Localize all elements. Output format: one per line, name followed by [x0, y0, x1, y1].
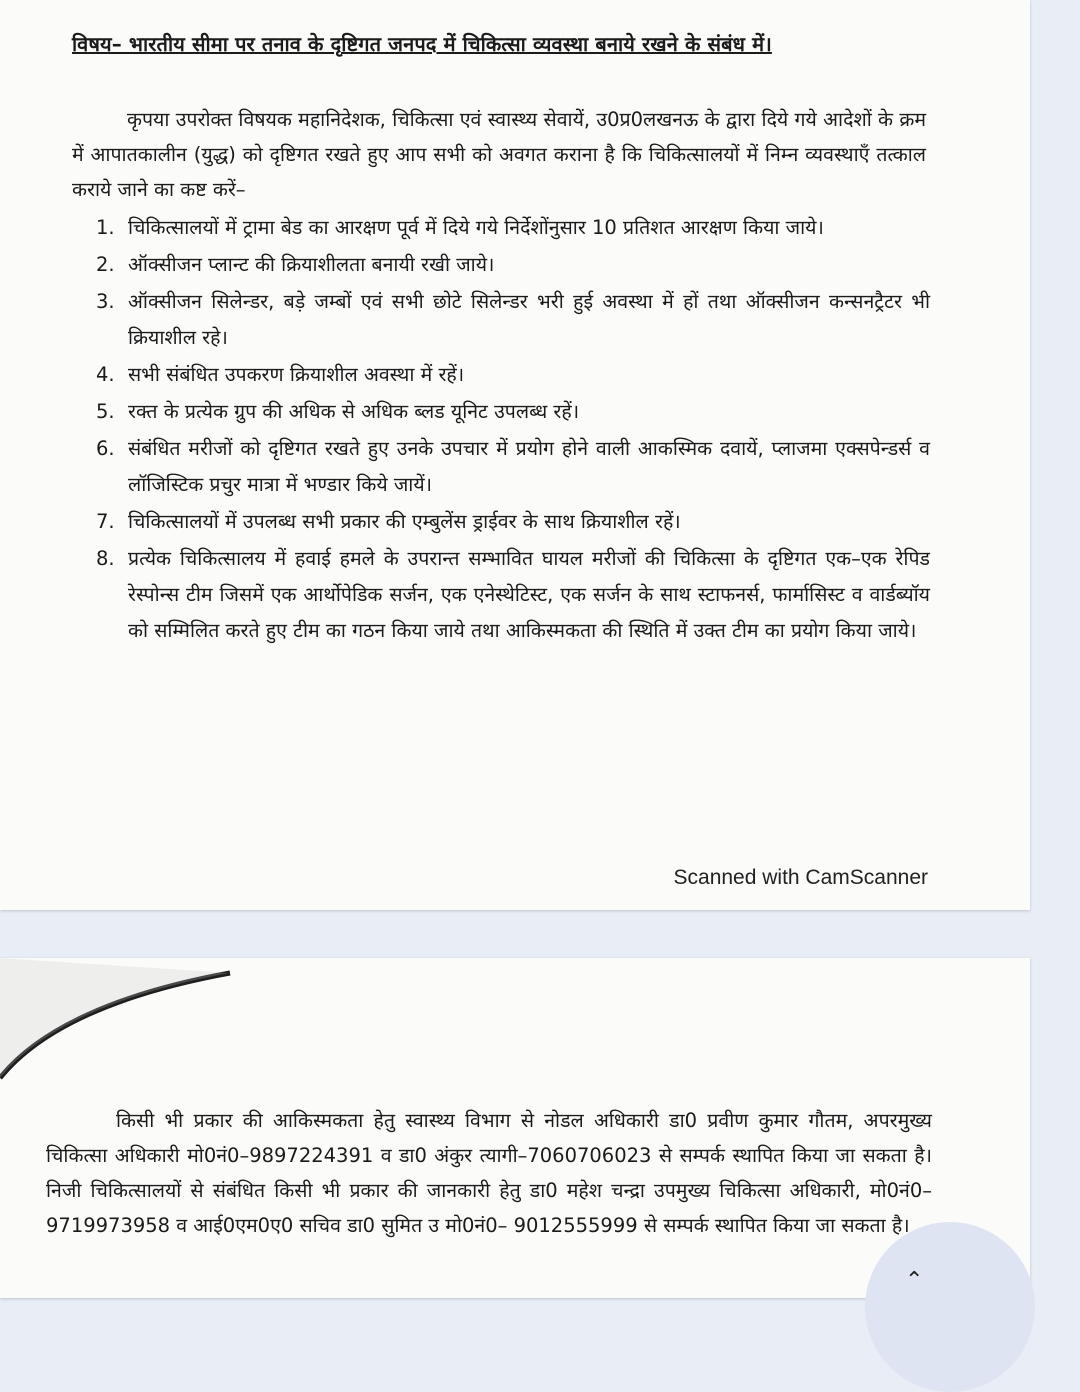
- list-item-text: संबंधित मरीजों को दृष्टिगत रखते हुए उनके उपचार में प्रयोग होने वाली आकस्मिक दवायें, प्लाजमा एक्सपेन्डर्स व लॉजिस्टिक प्रचुर मात्रा में भण्डार किये जायें।: [128, 437, 930, 496]
- list-item-number: 1.: [96, 216, 115, 239]
- intro-paragraph: कृपया उपरोक्त विषयक महानिदेशक, चिकित्सा एवं स्वास्थ्य सेवायें, उ0प्र0लखनऊ के द्वारा दिये गये आदेशों के क्रम में आपातकालीन (युद्ध) को दृष्टिगत रखते हुए आप सभी को अवगत कराना है कि चिकित्सालयों में निम्न व्यवस्थाएँ तत्काल कराये जाने का कष्ट करें–: [72, 108, 926, 201]
- chevron-up-icon[interactable]: ⌃: [905, 1268, 924, 1293]
- list-item: [96, 247, 930, 283]
- list-item-number: 8.: [96, 547, 115, 570]
- list-item-text: ऑक्सीजन सिलेन्डर, बड़े जम्बों एवं सभी छोटे सिलेन्डर भरी हुई अवस्था में हों तथा ऑक्सीजन कन्सनट्रैटर भी क्रियाशील रहे।: [128, 290, 930, 349]
- list-item-number: 4.: [96, 363, 115, 386]
- list-item-number: 7.: [96, 510, 115, 533]
- list-item: [96, 210, 930, 246]
- list-item-number: 3.: [96, 290, 115, 313]
- list-item-text: रक्त के प्रत्येक ग्रुप की अधिक से अधिक ब्लड यूनिट उपलब्ध रहें।: [128, 400, 580, 423]
- list-item-text: ऑक्सीजन प्लान्ट की क्रियाशीलता बनायी रखी जाये।: [128, 253, 495, 276]
- list-item-text: चिकित्सालयों में ट्रामा बेड का आरक्षण पूर्व में दिये गये निर्देशोंनुसार 10 प्रतिशत आरक्षण किया जाये।: [128, 216, 824, 239]
- list-item: [96, 431, 930, 503]
- paper-fold-shadow: [0, 958, 240, 1098]
- subject-line: विषय– भारतीय सीमा पर तनाव के दृष्टिगत जनपद में चिकित्सा व्यवस्था बनाये रखने के संबंध में।: [72, 32, 772, 56]
- list-item: [96, 504, 930, 540]
- document-page-2: [0, 958, 1030, 1298]
- list-item: [96, 357, 930, 393]
- contact-paragraph: किसी भी प्रकार की आकिस्मकता हेतु स्वास्थ्य विभाग से नोडल अधिकारी डा0 प्रवीण कुमार गौतम, अपरमुख्य चिकित्सा अधिकारी मो0नं0–9897224391 व डा0 अंकुर त्यागी–7060706023 से सम्पर्क स्थापित किया जा सकता है। निजी चिकित्सालयों से संबंधित किसी भी प्रकार की जानकारी हेतु डा0 महेश चन्द्रा उपमुख्य चिकित्सा अधिकारी, मो0नं0–9719973958 व आई0एम0ए0 सचिव डा0 सुमित उ मो0नं0– 9012555999 से सम्पर्क स्थापित किया जा सकता है।: [46, 1109, 932, 1237]
- list-item-number: 5.: [96, 400, 115, 423]
- list-item-number: 2.: [96, 253, 115, 276]
- scroll-up-button[interactable]: [865, 1222, 1035, 1392]
- camscanner-watermark: Scanned with CamScanner: [673, 866, 928, 889]
- list-item: [96, 284, 930, 356]
- list-item: [96, 541, 930, 649]
- directive-list: [96, 210, 930, 650]
- list-item-text: चिकित्सालयों में उपलब्ध सभी प्रकार की एम्बुलेंस ड्राईवर के साथ क्रियाशील रहें।: [128, 510, 681, 533]
- list-item-text: प्रत्येक चिकित्सालय में हवाई हमले के उपरान्त सम्भावित घायल मरीजों की चिकित्सा के दृष्टिगत एक–एक रेपिड रेस्पोन्स टीम जिसमें एक आर्थोपेडिक सर्जन, एक एनेस्थेटिस्ट, एक सर्जन के साथ स्टाफनर्स, फार्मासिस्ट व वार्डब्यॉय को सम्मिलित करते हुए टीम का गठन किया जाये तथा आकिस्मकता की स्थिति में उक्त टीम का प्रयोग किया जाये।: [128, 547, 930, 642]
- list-item-text: सभी संबंधित उपकरण क्रियाशील अवस्था में रहें।: [128, 363, 465, 386]
- list-item-number: 6.: [96, 437, 115, 460]
- list-item: [96, 394, 930, 430]
